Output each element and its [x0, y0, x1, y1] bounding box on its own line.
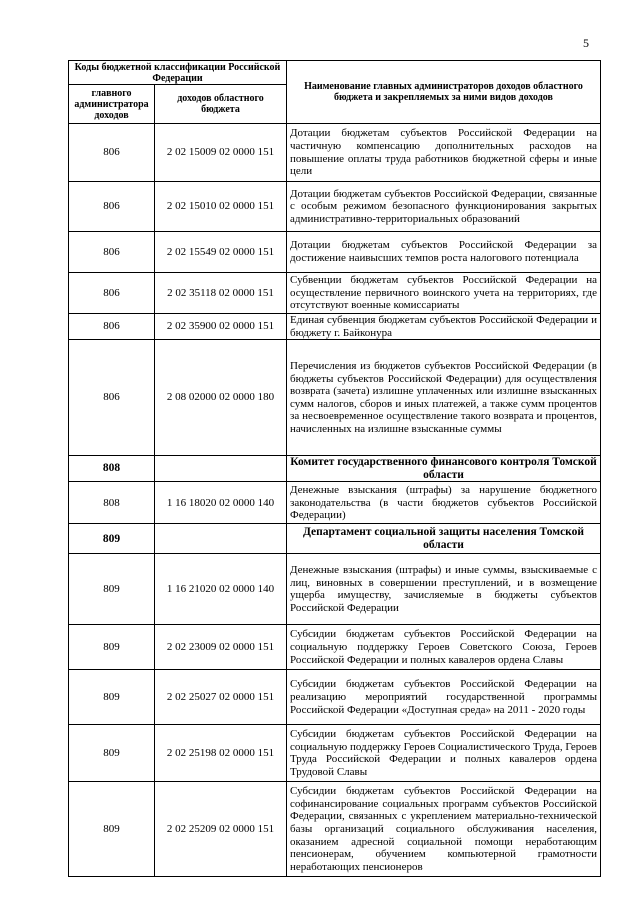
administrator-name-cell: Комитет государственного финансового контроля Томской области [287, 456, 601, 482]
table-row [69, 554, 601, 625]
income-description-cell: Дотации бюджетам субъектов Российской Федерации на частичную компенсацию дополнительных расходов на повышение оплаты труда работников бюджетной сферы и иные цели [287, 124, 601, 182]
administrator-code-cell: 809 [69, 782, 155, 877]
income-description-cell: Субсидии бюджетам субъектов Российской Федерации на социальную поддержку Героев Социалистического Труда, Героев Труда Российской Федерации и полных кавалеров ордена Трудовой Славы [287, 725, 601, 782]
table-row [69, 124, 601, 182]
administrator-row [69, 524, 601, 554]
administrator-row [69, 456, 601, 482]
income-description-cell: Перечисления из бюджетов субъектов Российской Федерации (в бюджеты субъектов Российской Федерации) для осуществления возврата (зачета) излишне уплаченных или излишне взысканных сумм налогов, сборов и иных платежей, а также сумм процентов за несвоевременное осуществление такого возврата и процентов, начисленных на излишне взысканные суммы [287, 340, 601, 456]
budget-classification-table [68, 60, 601, 877]
table-row [69, 232, 601, 273]
income-description-cell: Единая субвенция бюджетам субъектов Российской Федерации и бюджету г. Байконура [287, 314, 601, 340]
income-code-cell: 2 08 02000 02 0000 180 [155, 340, 287, 456]
income-description-cell: Дотации бюджетам субъектов Российской Федерации, связанные с особым режимом безопасного функционирования закрытых административно-территориальных образований [287, 182, 601, 232]
administrator-code-cell: 806 [69, 273, 155, 314]
income-code-cell: 2 02 23009 02 0000 151 [155, 625, 287, 670]
income-code-cell [155, 456, 287, 482]
income-code-cell: 2 02 15549 02 0000 151 [155, 232, 287, 273]
table-row [69, 625, 601, 670]
income-description-cell: Денежные взыскания (штрафы) и иные суммы, взыскиваемые с лиц, виновных в совершении преступлений, и в возмещение ущерба имуществу, зачисляемые в бюджеты субъектов Российской Федерации [287, 554, 601, 625]
income-code-cell: 1 16 18020 02 0000 140 [155, 482, 287, 524]
income-description-cell: Дотации бюджетам субъектов Российской Федерации за достижение наивысших темпов роста налогового потенциала [287, 232, 601, 273]
table-row [69, 273, 601, 314]
table-row [69, 782, 601, 877]
administrator-code-cell: 806 [69, 232, 155, 273]
table-row [69, 670, 601, 725]
income-description-cell: Субвенции бюджетам субъектов Российской Федерации на осуществление первичного воинского учета на территориях, где отсутствуют военные комиссариаты [287, 273, 601, 314]
table-row [69, 182, 601, 232]
table-row [69, 314, 601, 340]
income-code-cell [155, 524, 287, 554]
admin-column-header: главного администратора доходов [69, 85, 155, 124]
administrator-code-cell: 806 [69, 124, 155, 182]
income-description-cell: Субсидии бюджетам субъектов Российской Федерации на социальную поддержку Героев Советского Союза, Героев Российской Федерации и полных кавалеров ордена Славы [287, 625, 601, 670]
administrator-name-cell: Департамент социальной защиты населения Томской области [287, 524, 601, 554]
income-column-header: доходов областного бюджета [155, 85, 287, 124]
table-body [69, 124, 601, 877]
administrator-code-cell: 809 [69, 670, 155, 725]
income-code-cell: 1 16 21020 02 0000 140 [155, 554, 287, 625]
income-code-cell: 2 02 35118 02 0000 151 [155, 273, 287, 314]
administrator-code-cell: 809 [69, 725, 155, 782]
administrator-code-cell: 806 [69, 340, 155, 456]
income-code-cell: 2 02 15010 02 0000 151 [155, 182, 287, 232]
administrator-code-cell: 808 [69, 456, 155, 482]
table-row [69, 725, 601, 782]
administrator-code-cell: 806 [69, 314, 155, 340]
income-code-cell: 2 02 35900 02 0000 151 [155, 314, 287, 340]
income-description-cell: Субсидии бюджетам субъектов Российской Федерации на софинансирование социальных программ субъектов Российской Федерации, связанных с укреплением материально-технической базы организаций социального обслуживания населения, оказанием адресной социальной помощи неработающим пенсионерам, обучением компьютерной грамотности неработающих пенсионеров [287, 782, 601, 877]
page-number: 5 [583, 36, 589, 50]
income-code-cell: 2 02 25198 02 0000 151 [155, 725, 287, 782]
table-row [69, 482, 601, 524]
table-row [69, 340, 601, 456]
income-description-cell: Денежные взыскания (штрафы) за нарушение бюджетного законодательства (в части бюджетов субъектов Российской Федерации) [287, 482, 601, 524]
administrator-code-cell: 809 [69, 524, 155, 554]
administrator-code-cell: 809 [69, 625, 155, 670]
administrator-code-cell: 806 [69, 182, 155, 232]
income-code-cell: 2 02 25027 02 0000 151 [155, 670, 287, 725]
administrator-code-cell: 808 [69, 482, 155, 524]
codes-group-header: Коды бюджетной классификации Российской Федерации [69, 61, 287, 85]
administrator-code-cell: 809 [69, 554, 155, 625]
income-description-cell: Субсидии бюджетам субъектов Российской Федерации на реализацию мероприятий государственной программы Российской Федерации «Доступная среда» на 2011 - 2020 годы [287, 670, 601, 725]
income-code-cell: 2 02 25209 02 0000 151 [155, 782, 287, 877]
name-column-header: Наименование главных администраторов доходов областного бюджета и закрепляемых за ними видов доходов [287, 61, 601, 124]
income-code-cell: 2 02 15009 02 0000 151 [155, 124, 287, 182]
